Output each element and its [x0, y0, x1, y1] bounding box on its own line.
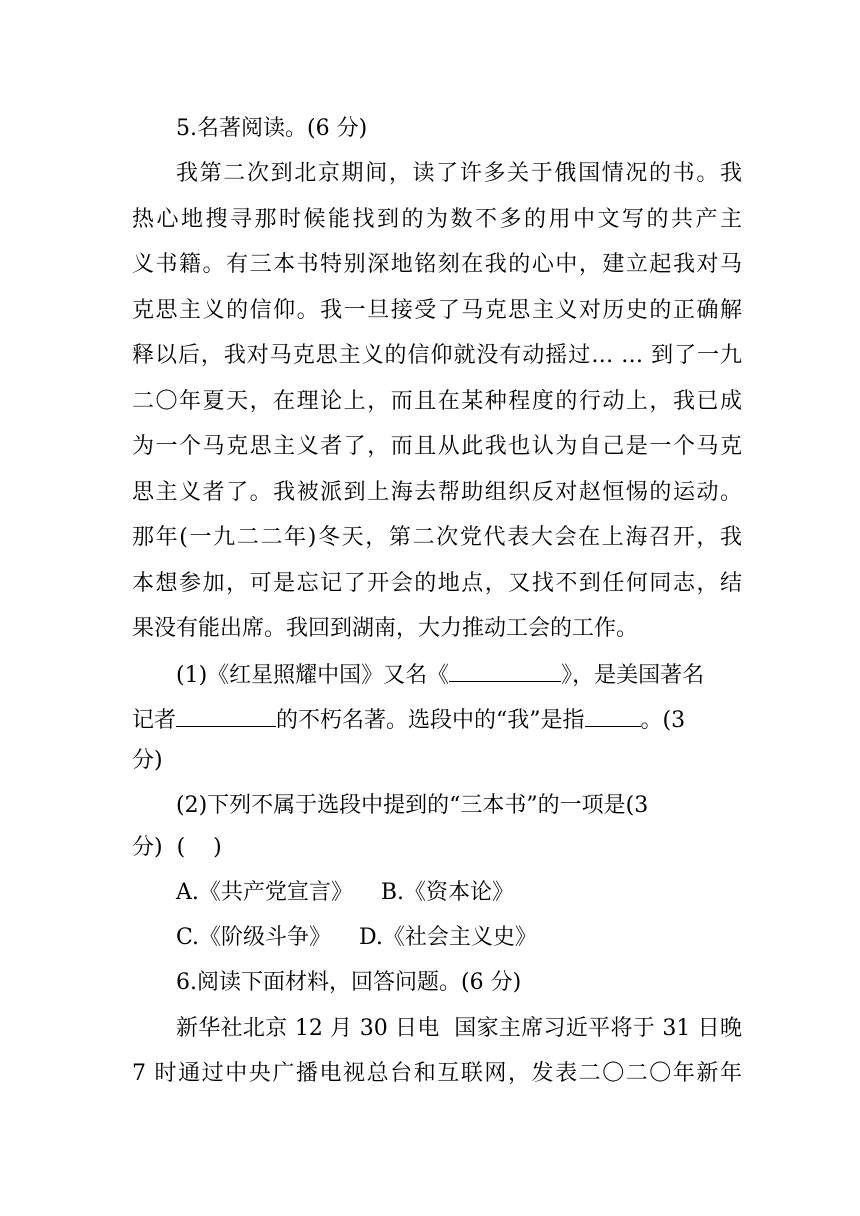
passage-line: 思主义者了。我被派到上海去帮助组织反对赵恒惕的运动。 [132, 480, 742, 505]
answer-blank-alternate-title[interactable] [449, 659, 561, 682]
sub-question-line: (2)下列不属于选段中提到的“三本书”的一项是(3 [176, 793, 649, 818]
passage-line: 热心地搜寻那时候能找到的为数不多的用中文写的共产主 [132, 207, 742, 232]
question-6-title: 6.阅读下面材料，回答问题。(6 分) [176, 970, 522, 995]
option-row: C.《阶级斗争》 D.《社会主义史》 [176, 925, 537, 950]
passage-line: 克思主义的信仰。我一旦接受了马克思主义对历史的正确解 [132, 298, 742, 323]
passage-line: 义书籍。有三本书特别深地铭刻在我的心中，建立起我对马 [132, 252, 742, 277]
passage-line: 新华社北京 12 月 30 日电 国家主席习近平将于 31 日晚 [176, 1016, 742, 1041]
answer-blank-author[interactable] [176, 704, 276, 727]
passage-line: 二〇年夏天，在理论上，而且在某种程度的行动上，我已成 [132, 389, 742, 414]
question-5-title: 5.名著阅读。(6 分) [176, 116, 368, 141]
sub-question-line: 分) ( ) [132, 835, 222, 860]
passage-line: 本想参加，可是忘记了开会的地点，又找不到任何同志，结 [132, 571, 742, 596]
sub-question-text: (1)《红星照耀中国》又名《 [176, 663, 450, 688]
sub-question-text: 。(3 [640, 708, 686, 733]
sub-question-text: 》，是美国著名 [561, 663, 705, 688]
passage-line: 释以后，我对马克思主义的信仰就没有动摇过… … 到了一九 [132, 343, 742, 368]
option-row: A.《共产党宣言》 B.《资本论》 [176, 880, 515, 905]
passage-line: 为一个马克思主义者了，而且从此我也认为自己是一个马克 [132, 434, 742, 459]
passage-line: 果没有能出席。我回到湖南，大力推动工会的工作。 [132, 616, 639, 641]
passage-line: 我第二次到北京期间，读了许多关于俄国情况的书。我 [176, 161, 742, 186]
passage-line: 那年(一九二二年)冬天，第二次党代表大会在上海召开，我 [132, 525, 742, 550]
sub-question-line: 分) [132, 748, 163, 773]
sub-question-text: 的不朽名著。选段中的“我”是指 [276, 708, 585, 733]
sub-question-line [132, 704, 742, 736]
passage-line: 7 时通过中央广播电视总台和互联网，发表二〇二〇年新年 [132, 1061, 742, 1086]
answer-blank-narrator[interactable] [585, 704, 641, 727]
sub-question-line [176, 659, 786, 691]
sub-question-text: 记者 [132, 708, 177, 733]
